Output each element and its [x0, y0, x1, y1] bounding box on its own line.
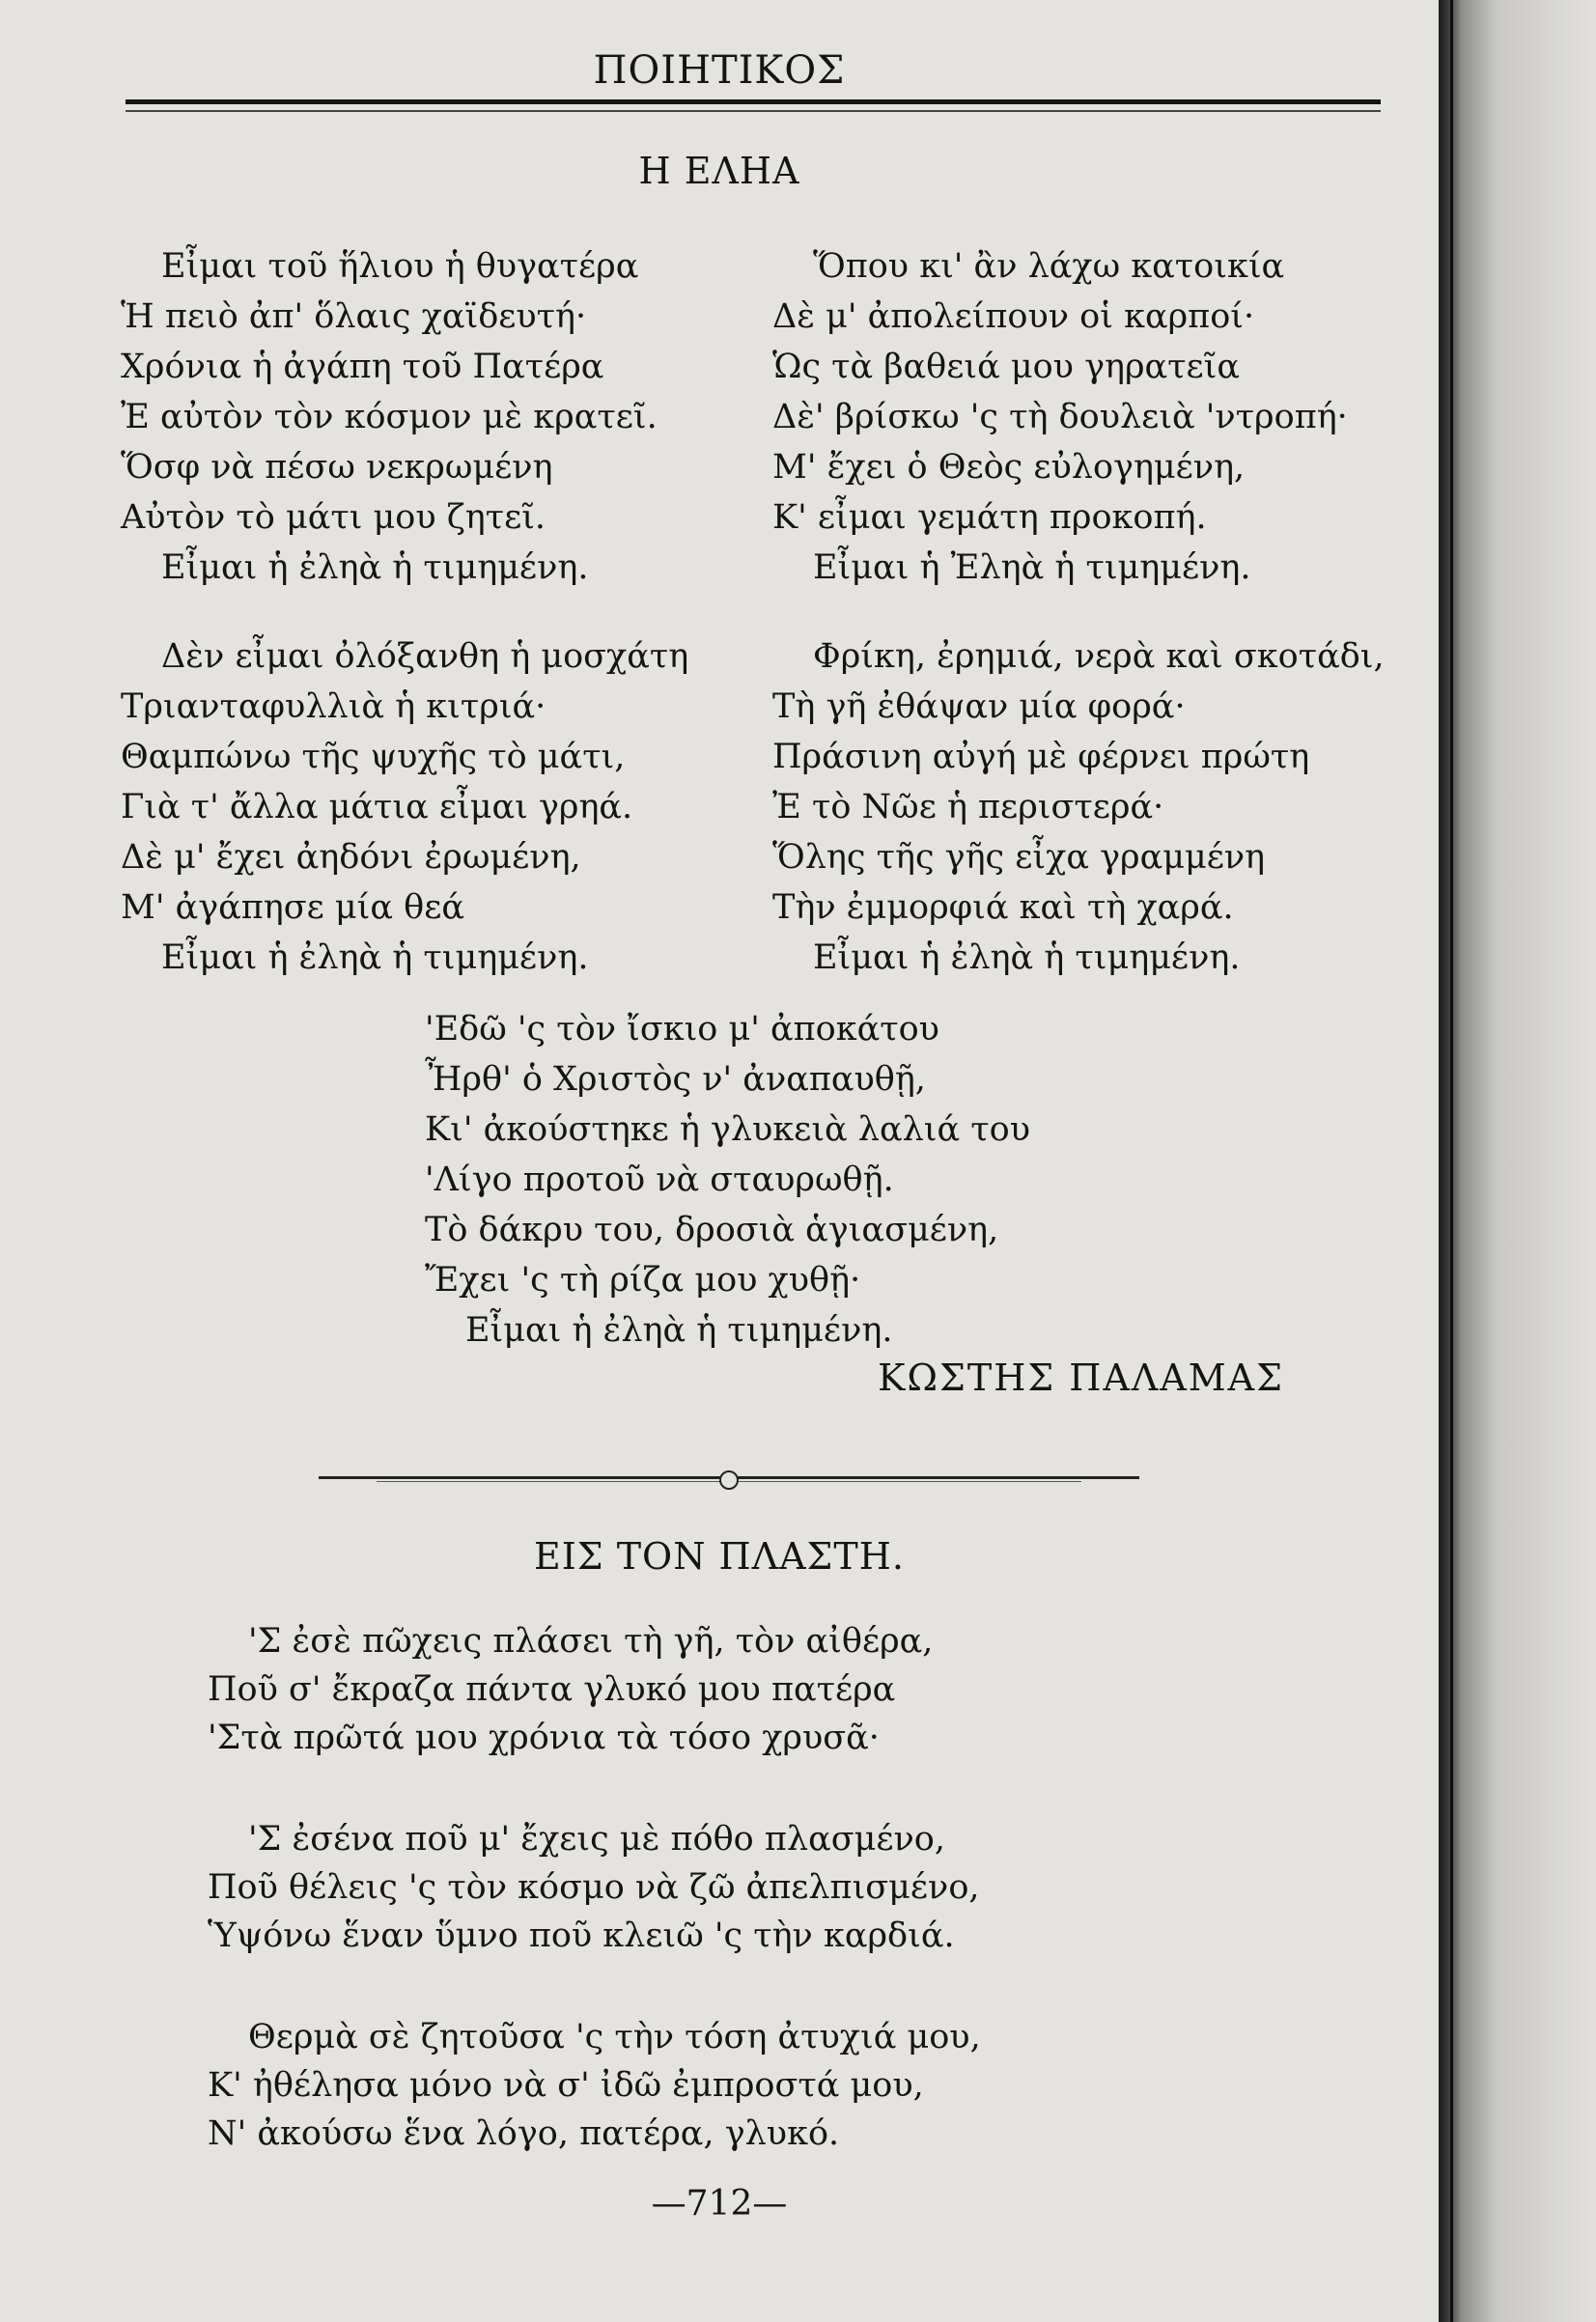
verse-line: Τὴ γῆ ἐθάψαν μία φορά·	[772, 687, 1186, 726]
verse-line: Αὐτὸν τὸ μάτι μου ζητεῖ.	[121, 498, 546, 537]
verse-line: Ν' ἀκούσω ἕνα λόγο, πατέρα, γλυκό.	[208, 2114, 840, 2153]
author-signature: ΚΩΣΤΗΣ ΠΑΛΑΜΑΣ	[878, 1357, 1284, 1399]
stanza	[772, 631, 1410, 983]
verse-line: Ἡ πειὸ ἀπ' ὅλαις χαϊδευτή·	[121, 297, 587, 336]
stanza	[121, 241, 739, 593]
verse-line: Ὅλης τῆς γῆς εἶχα γραμμένη	[772, 838, 1266, 877]
verse-refrain: Εἶμαι ἡ ἐληὰ ἡ τιμημένη.	[161, 548, 589, 587]
verse-line: Μ' ἀγάπησε μία θεά	[121, 888, 464, 927]
verse-line: 'Σ ἐσένα ποῦ μ' ἔχεις μὲ πόθο πλασμένο,	[248, 1820, 945, 1859]
verse-line: Εἶμαι τοῦ ἥλιου ἡ θυγατέρα	[161, 247, 639, 286]
header-rule	[126, 99, 1381, 104]
verse-line: Ἔχει 'ς τὴ ρίζα μου χυθῇ·	[425, 1261, 861, 1300]
stanza	[208, 2013, 1270, 2158]
verse-line: Μ' ἔχει ὁ Θεὸς εὐλογημένη,	[772, 448, 1246, 487]
poem-title: Η ΕΛΗΑ	[638, 150, 800, 192]
verse-line: Τὴν ἐμμορφιά καὶ τὴ χαρά.	[772, 888, 1234, 927]
verse-refrain: Εἶμαι ἡ Ἐληὰ ἡ τιμημένη.	[813, 548, 1251, 587]
verse-line: Κ' εἶμαι γεμάτη προκοπή.	[772, 498, 1207, 537]
verse-line: 'Σ ἐσὲ πῶχεις πλάσει τὴ γῆ, τὸν αἰθέρα,	[248, 1622, 934, 1661]
section-divider	[319, 1467, 1139, 1490]
verse-line: Φρίκη, ἐρημιά, νερὰ καὶ σκοτάδι,	[813, 637, 1385, 676]
verse-line: Θαμπώνω τῆς ψυχῆς τὸ μάτι,	[121, 738, 626, 776]
verse-line: Δὲ μ' ἀπολείπουν οἱ καρποί·	[772, 297, 1255, 336]
verse-line: Δὲ' βρίσκω 'ς τὴ δουλειὰ 'ντροπή·	[772, 398, 1348, 436]
poem-closing-stanza	[425, 1004, 1101, 1356]
verse-line: Ἐ αὐτὸν τὸν κόσμον μὲ κρατεῖ.	[121, 398, 658, 436]
verse-line: Κ' ἠθέλησα μόνο νὰ σ' ἰδῶ ἐμπροστά μου,	[208, 2066, 924, 2105]
stanza	[208, 1815, 1270, 1960]
verse-line: Ὡς τὰ βαθειά μου γηρατεῖα	[772, 348, 1241, 386]
poem2-body	[208, 1617, 1270, 2158]
verse-refrain: Εἶμαι ἡ ἐληὰ ἡ τιμημένη.	[813, 938, 1241, 977]
poem-left-column	[121, 241, 739, 983]
verse-line: Ὑψόνω ἕναν ὕμνο ποῦ κλειῶ 'ς τὴν καρδιά.	[208, 1916, 955, 1955]
stanza	[121, 631, 739, 983]
stanza	[772, 241, 1410, 593]
stanza	[208, 1617, 1270, 1762]
book-binding-edge	[1439, 0, 1596, 2322]
verse-line: Ποῦ θέλεις 'ς τὸν κόσμο νὰ ζῶ ἀπελπισμένο,	[208, 1868, 980, 1907]
verse-line: Γιὰ τ' ἄλλα μάτια εἶμαι γρηά.	[121, 788, 633, 826]
header-rule-thin	[126, 110, 1381, 112]
poem-title: ΕΙΣ ΤΟΝ ΠΛΑΣΤΗ.	[534, 1535, 905, 1578]
poem-right-column	[772, 241, 1410, 983]
verse-line: Τριανταφυλλιὰ ἡ κιτριά·	[121, 687, 546, 726]
verse-line: Ποῦ σ' ἔκραζα πάντα γλυκό μου πατέρα	[208, 1670, 896, 1709]
verse-line: Κι' ἀκούστηκε ἡ γλυκειὰ λαλιά του	[425, 1110, 1030, 1149]
verse-line: Θερμὰ σὲ ζητοῦσα 'ς τὴν τόση ἀτυχιά μου,	[248, 2018, 981, 2056]
verse-line: Χρόνια ἡ ἀγάπη τοῦ Πατέρα	[121, 348, 604, 386]
verse-line: 'Λίγο προτοῦ νὰ σταυρωθῇ.	[425, 1161, 894, 1199]
verse-line: Πράσινη αὐγή μὲ φέρνει πρώτη	[772, 738, 1310, 776]
verse-line: Ἦρθ' ὁ Χριστὸς ν' ἀναπαυθῇ,	[425, 1060, 926, 1099]
verse-line: Δὲν εἶμαι ὀλόξανθη ἡ μοσχάτη	[161, 637, 689, 676]
verse-line: 'Στὰ πρῶτά μου χρόνια τὰ τόσο χρυσᾶ·	[208, 1719, 880, 1757]
page-number: —712—	[651, 2184, 788, 2224]
verse-line: Τὸ δάκρυ του, δροσιὰ ἁγιασμένη,	[425, 1211, 999, 1249]
verse-line: Ἐ τὸ Νῶε ἡ περιστερά·	[772, 788, 1164, 826]
running-header: ΠΟΙΗΤΙΚΟΣ	[593, 48, 846, 93]
verse-line: 'Εδῶ 'ς τὸν ἴσκιο μ' ἀποκάτου	[425, 1010, 939, 1049]
binding-shadow-line	[1450, 0, 1453, 2322]
verse-refrain: Εἶμαι ἡ ἐληὰ ἡ τιμημένη.	[161, 938, 589, 977]
verse-line: Ὅσφ νὰ πέσω νεκρωμένη	[121, 448, 553, 487]
verse-refrain: Εἶμαι ἡ ἐληὰ ἡ τιμημένη.	[465, 1311, 893, 1350]
verse-line: Δὲ μ' ἔχει ἀηδόνι ἐρωμένη,	[121, 838, 581, 877]
verse-line: Ὅπου κι' ἂν λάχω κατοικία	[813, 247, 1285, 286]
